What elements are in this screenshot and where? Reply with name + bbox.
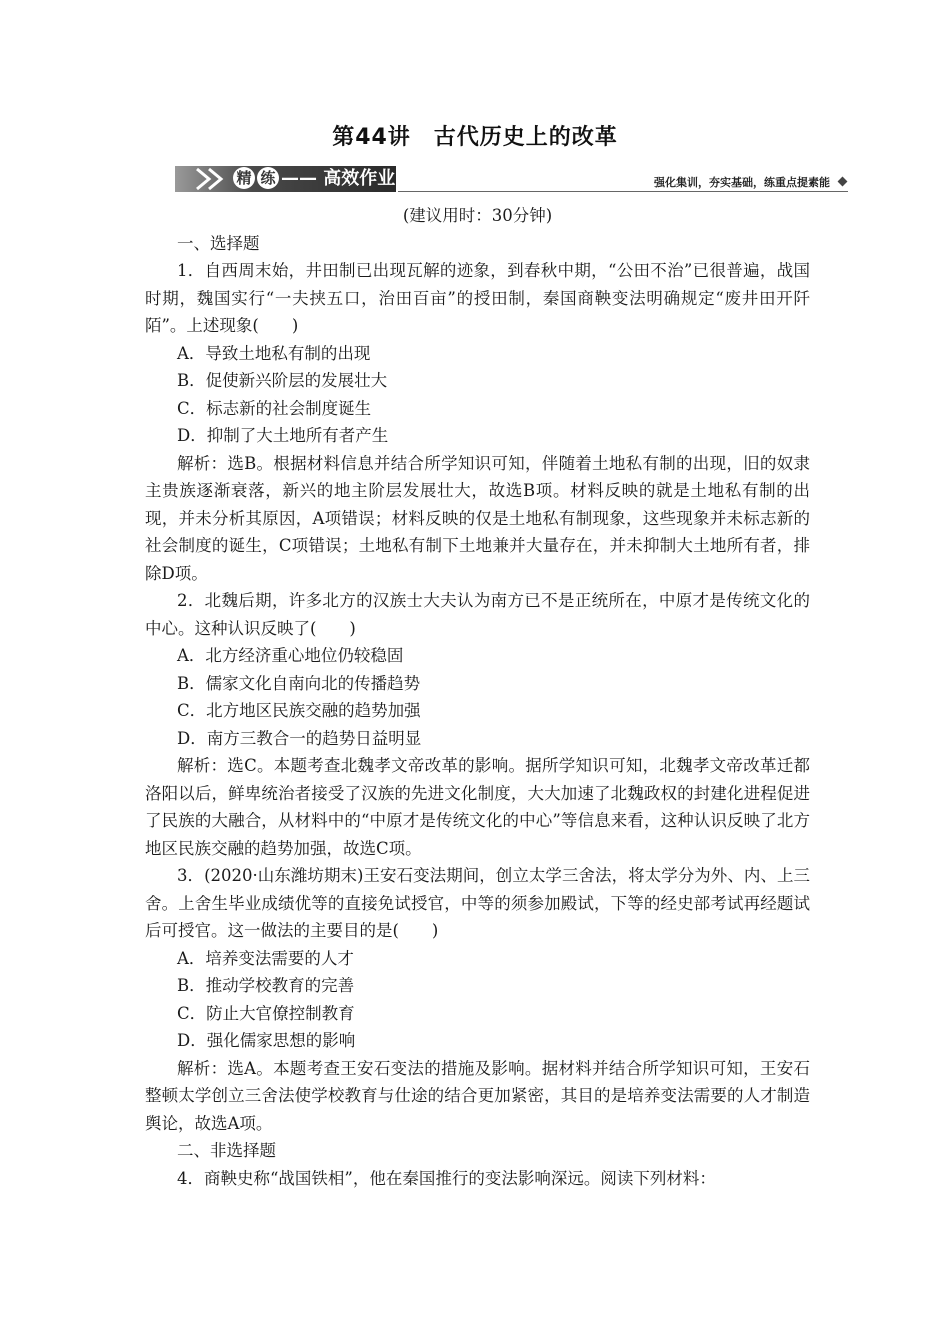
q3-option-a: A．培养变法需要的人才 [177,948,354,968]
section-heading-choice: 一、选择题 [177,233,260,253]
q3-option-c: C．防止大官僚控制教育 [177,1003,355,1023]
q2-option-a: A．北方经济重心地位仍较稳固 [177,646,404,665]
q1-option-d: D．抑制了大土地所有者产生 [177,426,389,445]
document-body [145,202,810,1192]
q1-option-b: B．促使新兴阶层的发展壮大 [177,371,388,390]
banner-label [233,167,395,191]
banner-char-jing: 精 [233,167,255,189]
q1-option-a: A．导致土地私有制的出现 [177,343,371,363]
banner-char-lian: 练 [257,167,279,189]
q2-option-b: B．儒家文化自南向北的传播趋势 [177,673,421,693]
banner-title: —— 高效作业 [281,168,396,189]
q1-option-c: C．标志新的社会制度诞生 [177,398,372,418]
section-heading-nonchoice: 二、非选择题 [177,1141,276,1160]
q3-option-b: B．推动学校教育的完善 [177,976,355,995]
q1-analysis: 解析：选B。根据材料信息并结合所学知识可知，伴随着土地私有制的出现，旧的奴隶主贵族逐渐衰落，新兴的地主阶层发展壮大，故选B项。材料反映的就是土地私有制的出现，并未分析其原因，A项错误；材料反映的仅是土地私有制现象，这些现象并未标志新的社会制度的诞生，C项错误；土地私有制下土地兼并大量存在，并未抑制大土地所有者，排除D项。 [145,453,810,583]
q2-option-c: C．北方地区民族交融的趋势加强 [177,701,421,720]
banner-tagline: 强化集训，夯实基础，练重点提素能 [654,176,830,189]
question-1-stem: 1．自西周末始，井田制已出现瓦解的迹象，到春秋中期，“公田不治”已很普遍，战国时期，魏国实行“一夫挟五口，治田百亩”的授田制，秦国商鞅变法明确规定“废井田开阡陌”。上述现象( ) [145,261,810,335]
banner-underline [398,191,848,192]
question-2-stem: 2．北魏后期，许多北方的汉族士大夫认为南方已不是正统所在，中原才是传统文化的中心。这种认识反映了( ) [145,591,810,638]
section-banner [175,164,848,194]
question-4-stem: 4．商鞅史称“战国铁相”，他在秦国推行的变法影响深远。阅读下列材料： [177,1168,716,1188]
page-title: 第44讲 古代历史上的改革 [332,125,618,150]
q2-option-d: D．南方三教合一的趋势日益明显 [177,728,422,748]
q3-analysis: 解析：选A。本题考查王安石变法的措施及影响。据材料并结合所学知识可知，王安石整顿太学创立三舍法使学校教育与仕途的结合更加紧密，其目的是培养变法需要的人才制造舆论，故选A项。 [145,1058,810,1133]
time-hint: (建议用时：30分钟) [402,206,553,225]
diamond-icon [838,177,848,187]
question-3-stem: 3．(2020·山东潍坊期末)王安石变法期间，创立太学三舍法，将太学分为外、内、上三舍。上舍生毕业成绩优等的直接免试授官，中等的须参加殿试，下等的经史部考试再经题试后可授官。这一做法的主要目的是( ) [145,866,810,940]
q3-option-d: D．强化儒家思想的影响 [177,1031,356,1050]
q2-analysis: 解析：选C。本题考查北魏孝文帝改革的影响。据所学知识可知，北魏孝文帝改革迁都洛阳以后，鲜卑统治者接受了汉族的先进文化制度，大大加速了北魏政权的封建化进程促进了民族的大融合，从材料中的“中原才是传统文化的中心”等信息来看，这种认识反映了北方地区民族交融的趋势加强，故选C项。 [145,756,810,858]
